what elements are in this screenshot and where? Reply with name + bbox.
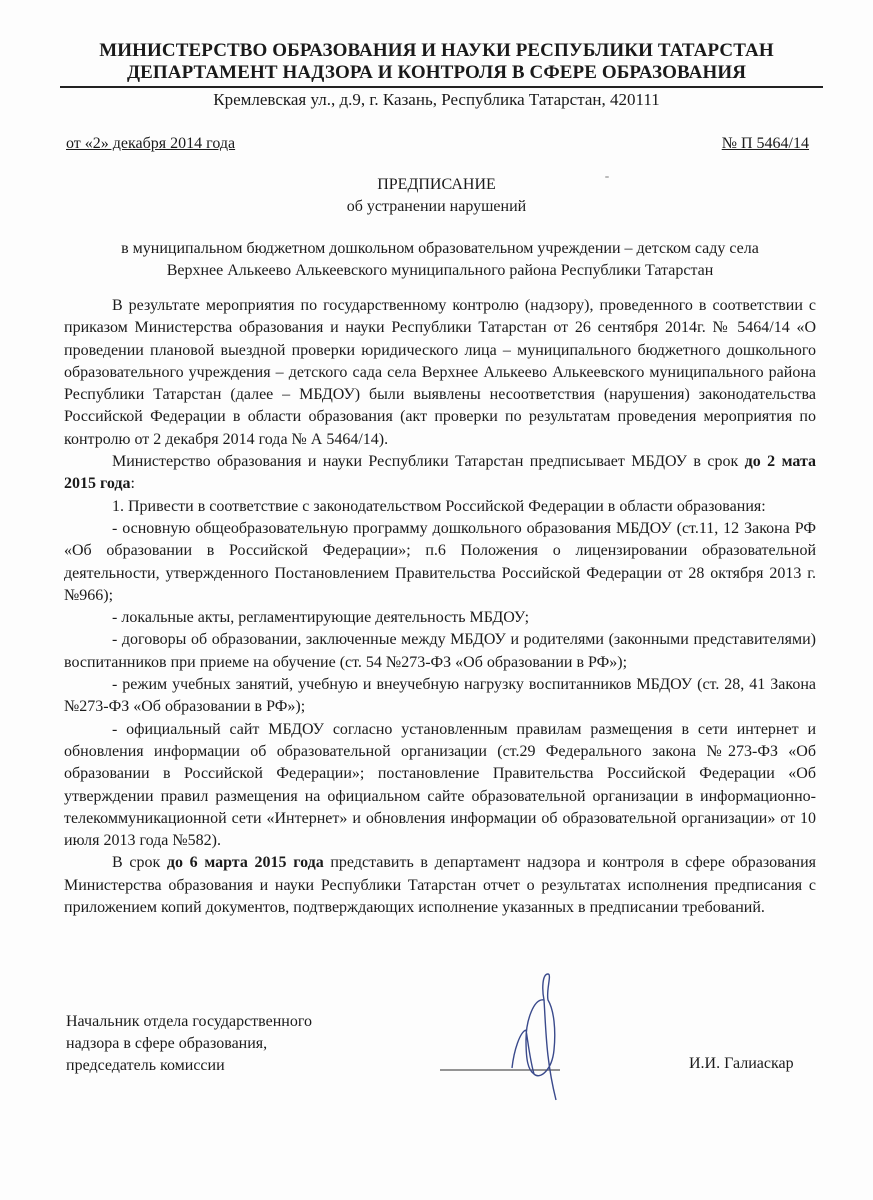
prescription-suffix: : [130, 475, 135, 493]
report-text: представить в департамент надзора и контроля в сфере образования Министерства образования и науки Республики Татарстан отчет о результатах исполнения предписания с приложением копий документов, подтверждающих исполнение указанных в предписании требований. [64, 854, 817, 917]
item-1: 1. Привести в соответствие с законодательством Российской Федерации в области образования: [112, 497, 766, 515]
signature-icon [430, 970, 570, 1110]
document-date: от «2» декабря 2014 года [66, 135, 236, 152]
bullet-item: - режим учебных занятий, учебную и внеучебную нагрузку воспитанников МБДОУ (ст. 28, 41 Закона №273-ФЗ «Об образовании в РФ»); [64, 676, 816, 716]
subject-line-2: Верхнее Алькеево Алькеевского муниципального района Республики Татарстан [166, 262, 714, 279]
report-deadline: до 6 марта 2015 года [166, 854, 324, 872]
prescription-deadline: до 2 мата 2015 года [64, 453, 817, 493]
subject-line-1: в муниципальном бюджетном дошкольном образовательном учреждении – детском саду села [121, 240, 759, 257]
bullet-item: - локальные акты, регламентирующие деятельность МБДОУ; [112, 609, 530, 627]
header-divider [60, 86, 823, 88]
department-heading: ДЕПАРТАМЕНТ НАДЗОРА И КОНТРОЛЯ В СФЕРЕ ОБРАЗОВАНИЯ [126, 62, 747, 83]
bullet-item: - договоры об образовании, заключенные между МБДОУ и родителями (законными представителями) воспитанников при приеме на обучение (ст. 54 №273-ФЗ «Об образовании в РФ»); [64, 631, 816, 671]
position-line-2: надзора в сфере образования, [66, 1035, 268, 1052]
bullet-item: - официальный сайт МБДОУ согласно установленным правилам размещения в сети интернет и обновления информации об образовательной организации (ст.29 Федерального закона №273-ФЗ «Об образовании в Российской Федерации»; постановление Правительства Российской Федерации «Об утверждении правил размещения на официальном сайте образовательной организации в информационно-телекоммуникационной сети «Интернет» и обновления информации об образовательной организации» от 10 июля 2013 года №582). [64, 720, 816, 850]
document-number: № П 5464/14 [721, 135, 809, 152]
prescription-paragraph [64, 451, 816, 496]
report-prefix: В срок [112, 854, 167, 872]
subject [60, 238, 820, 282]
signature-stroke [512, 974, 556, 1100]
document-title: ПРЕДПИСАНИЕ [377, 176, 496, 193]
ministry-heading: МИНИСТЕРСТВО ОБРАЗОВАНИЯ И НАУКИ РЕСПУБЛИКИ ТАТАРСТАН [99, 40, 774, 61]
position-line-3: председатель комиссии [66, 1057, 225, 1074]
document-body [64, 295, 816, 919]
bullet-item: - основную общеобразовательную программу дошкольного образования МБДОУ (ст.11, 12 Закона РФ «Об образовании в Российской Федерации»; п.6 Положения о лицензировании образовательной деятельности, утвержденного Постановлением Правительства Российской Федерации от 28 октября 2013 г. №966); [64, 519, 816, 604]
document-subtitle: об устранении нарушений [346, 198, 527, 215]
address: Кремлевская ул., д.9, г. Казань, Республика Татарстан, 420111 [213, 90, 660, 109]
prescription-text: Министерство образования и науки Республики Татарстан предписывает МБДОУ в срок [112, 453, 745, 471]
report-paragraph [64, 852, 816, 919]
intro-paragraph: В результате мероприятия по государственному контролю (надзору), проведенного в соответствии с приказом Министерства образования и науки Республики Татарстан от 26 сентября 2014г. № 5464/14 «О проведении плановой выездной проверки юридического лица – муниципального бюджетного дошкольного образовательного учреждения – детского сада села Верхнее Алькеево Алькеевского муниципального района Республики Татарстан (далее – МБДОУ) были выявлены несоответствия (нарушения) законодательства Российской Федерации в области образования (акт проверки по результатам проведения мероприятия по контролю от 2 декабря 2014 года № А 5464/14). [64, 297, 816, 448]
signatory-position [66, 1011, 312, 1077]
signatory-name: И.И. Галиаскар [689, 1055, 794, 1072]
position-line-1: Начальник отдела государственного [66, 1013, 313, 1030]
